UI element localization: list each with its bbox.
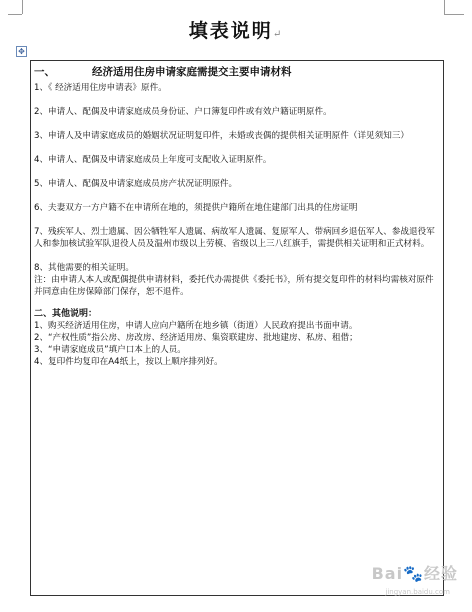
section2-item-2: 2、“产权性质”指公房、房改房、经济适用房、集资联建房、批地建房、私房、租借；: [34, 333, 358, 343]
section1-item-8: 8、其他需要的相关证明。: [34, 263, 134, 273]
section1-item-3: 3、申请人及申请家庭成员的婚姻状况证明复印件，未婚或丧偶的提供相关证明原件（详见须知三）: [34, 131, 410, 141]
section2-item-3: 3、“申请家庭成员”填户口本上的人员。: [34, 345, 186, 355]
section1-item-6: 6、夫妻双方一方户籍不在申请所在地的，须提供户籍所在地住建部门出具的住房证明: [34, 203, 358, 213]
section2-item-1: 1、购买经济适用住房，申请人应向户籍所在地乡镇（街道）人民政府提出书面申请。: [34, 321, 358, 331]
baidu-watermark-url: jingyan.baidu.com: [385, 588, 450, 596]
section1-item-4: 4、申请人、配偶及申请家庭成员上年度可支配收入证明原件。: [34, 155, 272, 165]
section1-item-1: 1、《 经济适用住房申请表》原件。: [34, 83, 167, 93]
document-title-text: 填表说明: [188, 20, 273, 42]
crop-mark-top-right: [444, 0, 445, 14]
content-body: [34, 64, 442, 368]
section2-heading: 二、其他说明：: [34, 309, 98, 319]
section2-item-4: 4、复印件均复印在A4纸上，按以上顺序排列好。: [34, 357, 223, 367]
section1-item-2: 2、申请人、配偶及申请家庭成员身份证、户口簿复印件或有效户籍证明原件。: [34, 107, 332, 117]
section1-heading: [34, 64, 442, 80]
baidu-watermark-logo: Bai🐾经验: [371, 564, 458, 583]
crop-mark-top-right-h: [444, 14, 464, 15]
move-anchor-icon[interactable]: ✥: [16, 46, 27, 57]
section1-note: 注：由申请人本人或配偶提供申请材料，委托代办需提供《委托书》，所有提交复印件的材料均需核对原件并同意由住房保障部门保存，恕不退件。: [34, 275, 434, 297]
paragraph-mark-icon: ↵: [272, 29, 284, 40]
section1-item-5: 5、申请人、配偶及申请家庭成员房产状况证明原件。: [34, 179, 238, 189]
section1-heading-text: 经济适用住房申请家庭需提交主要申请材料: [92, 66, 292, 78]
section1-item-7: 7、残疾军人、烈士遗属、因公牺牲军人遗属、病故军人遗属、复原军人、带病回乡退伍军人、参战退役军人和参加核试验军队退役人员及温州市级以上劳模、省级以上三八红旗手，需提供相关证明和正式材料。: [34, 227, 435, 249]
crop-mark-top-left-h: [8, 14, 22, 15]
crop-mark-top-left: [22, 0, 23, 14]
document-title: [0, 16, 472, 43]
section1-number: 一、: [34, 66, 55, 78]
